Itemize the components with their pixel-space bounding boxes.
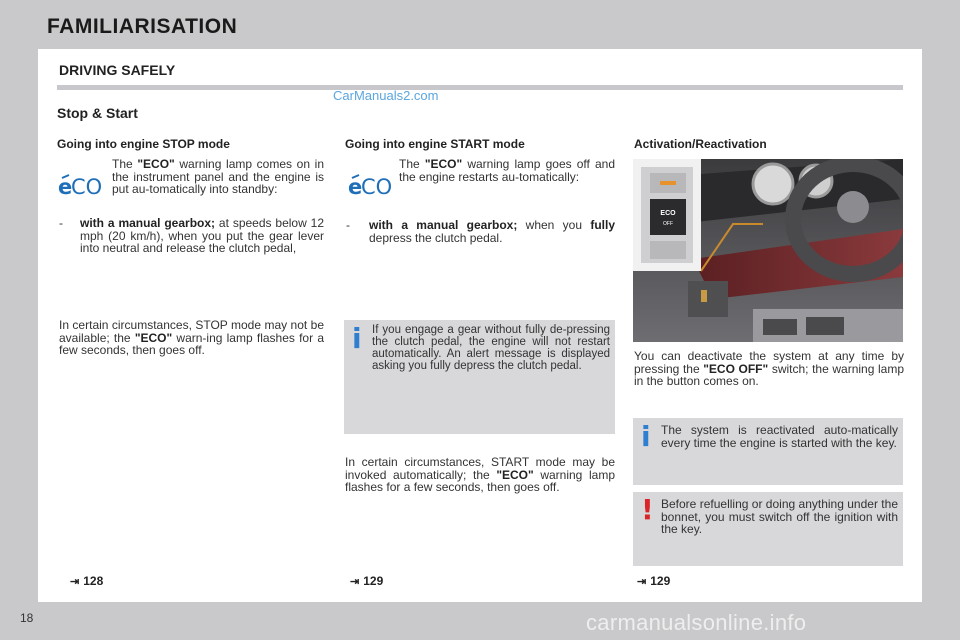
col2-bullet-text: with a manual gearbox; when you fully depress the clutch pedal.	[369, 218, 615, 245]
col2-eco-text: The "ECO" warning lamp goes off and the engine restarts au-tomatically:	[399, 157, 616, 184]
col3-page-ref[interactable]: ⇥ 129	[637, 574, 671, 588]
eco-warning-lamp-icon	[346, 172, 392, 200]
footer-watermark: carmanualsonline.info	[586, 610, 807, 635]
chapter-title: FAMILIARISATION	[47, 15, 238, 38]
info-icon: i	[352, 322, 362, 355]
section-rule	[57, 85, 903, 90]
info-icon: i	[641, 420, 651, 453]
col2-heading: Going into engine START mode	[345, 137, 525, 151]
ref-arrow-icon: ⇥	[350, 576, 360, 588]
svg-text:e: e	[348, 175, 363, 199]
section-title: DRIVING SAFELY	[59, 62, 176, 78]
watermark-link[interactable]: CarManuals2.com	[333, 88, 439, 103]
col2-info-note: If you engage a gear without fully de-pressing the clutch pedal, the engine will not restart automatically. An alert message is displayed asking you fully depress the clutch pedal.	[372, 324, 610, 372]
col3-heading: Activation/Reactivation	[634, 137, 767, 151]
page-number: 18	[20, 611, 34, 625]
eco-warning-lamp-icon	[56, 172, 102, 200]
ref-arrow-icon: ⇥	[637, 576, 647, 588]
col1-paragraph: In certain circumstances, STOP mode may not be available; the "ECO" warn-ing lamp flashes for a few seconds, then goes off.	[59, 318, 324, 357]
dashboard-illustration	[633, 159, 903, 342]
col3-warning-note: Before refuelling or doing anything under the bonnet, you must switch off the ignition with the key.	[661, 497, 898, 536]
col2-page-ref[interactable]: ⇥ 129	[350, 574, 384, 588]
col3-paragraph: You can deactivate the system at any time by pressing the "ECO OFF" switch; the warning lamp in the button comes on.	[634, 349, 904, 388]
col2-bullet-dash: -	[346, 218, 350, 232]
svg-text:e: e	[58, 175, 73, 199]
col1-page-ref[interactable]: ⇥ 128	[70, 574, 104, 588]
subsection-title: Stop & Start	[57, 105, 138, 121]
ref-arrow-icon: ⇥	[70, 576, 80, 588]
col1-bullet-dash: -	[59, 216, 63, 230]
dashboard-photo	[633, 159, 903, 342]
photo-off-label: OFF	[663, 221, 673, 227]
svg-text:CO: CO	[71, 175, 102, 199]
svg-text:CO: CO	[361, 175, 392, 199]
col1-eco-text: The "ECO" warning lamp comes on in the instrument panel and the engine is put au-tomatically into standby:	[112, 157, 325, 196]
col1-heading: Going into engine STOP mode	[57, 137, 230, 151]
col3-info-note: The system is reactivated auto-matically every time the engine is started with the key.	[661, 423, 898, 450]
photo-eco-label: ECO	[660, 210, 676, 217]
col2-paragraph: In certain circumstances, START mode may be invoked automatically; the "ECO" warning lamp flashes for a few seconds, then goes off.	[345, 455, 615, 494]
col1-bullet-text: with a manual gearbox; at speeds below 12 mph (20 km/h), when you put the gear lever into neutral and release the clutch pedal,	[80, 216, 324, 255]
warning-exclamation-icon: !	[641, 493, 654, 526]
